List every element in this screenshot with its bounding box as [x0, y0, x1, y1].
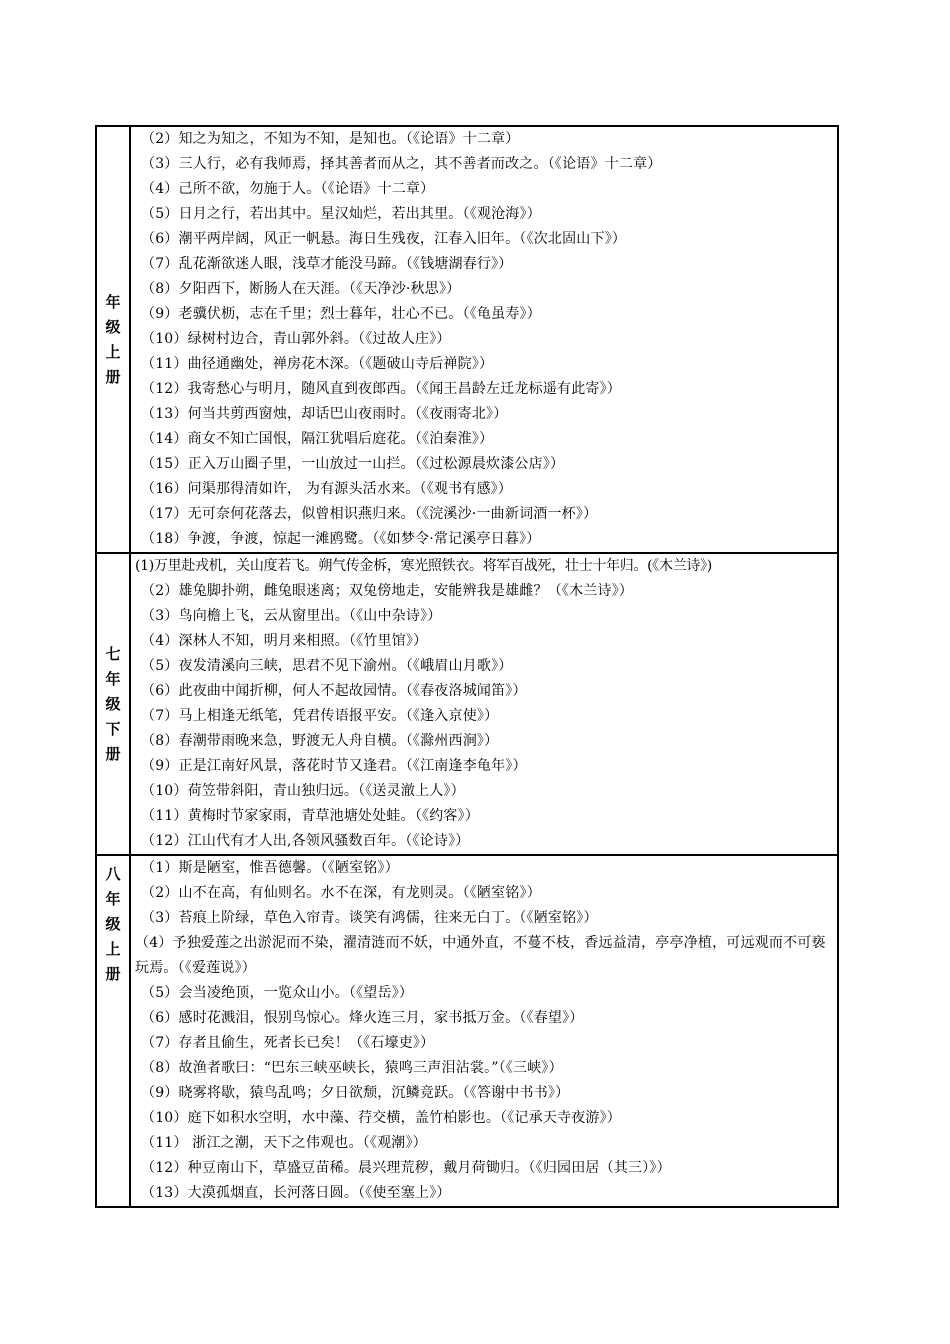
poem-line: （13）大漠孤烟直，长河落日圆。（《使至塞上》）: [141, 1185, 451, 1201]
poem-line: （5）日月之行，若出其中。星汉灿烂，若出其里。（《观沧海》）: [141, 206, 541, 222]
poem-line: （16）问渠那得清如许， 为有源头活水来。（《观书有感》）: [141, 481, 513, 497]
poem-line: （3）苔痕上阶绿，草色入帘青。谈笑有鸿儒，往来无白丁。（《陋室铭》）: [141, 910, 598, 926]
poem-line: （12）种豆南山下，草盛豆苗稀。晨兴理荒秽，戴月荷锄归。（《归园田居（其三）》）: [141, 1160, 671, 1176]
poem-line: （4）己所不欲，勿施于人。（《论语》十二章）: [141, 181, 435, 197]
poem-line: （12）江山代有才人出,各领风骚数百年。（《论诗》）: [141, 833, 470, 849]
poem-line: （2）雄兔脚扑朔，雌兔眼迷离；双兔傍地走，安能辨我是雄雌？（《木兰诗》）: [141, 583, 634, 599]
poetry-table-sheet: [95, 125, 839, 1208]
section-label-cell: [96, 553, 130, 855]
section-label-cell: [96, 855, 130, 1207]
poem-line: （1）斯是陋室，惟吾德馨。（《陋室铭》）: [141, 860, 399, 876]
poem-line: （13）何当共剪西窗烛，却话巴山夜雨时。（《夜雨寄北》）: [141, 406, 508, 422]
poem-line: （3）鸟向檐上飞，云从窗里出。（《山中杂诗》）: [141, 608, 442, 624]
section-content-cell: [130, 126, 838, 553]
poem-line: （9）正是江南好风景，落花时节又逢君。（《江南逢李龟年》）: [141, 758, 527, 774]
poem-line: （6）此夜曲中闻折柳，何人不起故园情。（《春夜洛城闻笛》）: [141, 683, 527, 699]
poem-line: （11）黄梅时节家家雨，青草池塘处处蛙。（《约客》）: [141, 808, 480, 824]
poem-line: （8）故渔者歌曰：“巴东三峡巫峡长，猿鸣三声泪沾裳。”（《三峡》）: [141, 1060, 563, 1076]
section-content-cell: [130, 553, 838, 855]
section-row: [96, 855, 838, 1207]
poem-line: （10）荷笠带斜阳，青山独归远。（《送灵澈上人》）: [141, 783, 465, 799]
poem-line: （8）夕阳西下，断肠人在天涯。（《天净沙·秋思》）: [141, 281, 461, 297]
poem-line: (1)万里赴戎机，关山度若飞。朔气传金柝，寒光照铁衣。将军百战死，壮士十年归。(《木兰诗》): [135, 558, 712, 574]
section-label: 年级上册: [105, 292, 121, 386]
poem-line: （3）三人行，必有我师焉，择其善者而从之，其不善者而改之。（《论语》十二章）: [141, 156, 662, 172]
poem-line: （5）会当凌绝顶，一览众山小。（《望岳》）: [141, 985, 414, 1001]
poem-line: （15）正入万山圈子里，一山放过一山拦。（《过松源晨炊漆公店》）: [141, 456, 565, 472]
poem-line: （17）无可奈何花落去，似曾相识燕归来。（《浣溪沙·一曲新词酒一杯》）: [141, 506, 598, 522]
poem-line: （4）深林人不知，明月来相照。（《竹里馆》）: [141, 633, 428, 649]
poem-line: （14）商女不知亡国恨，隔江犹唱后庭花。（《泊秦淮》）: [141, 431, 494, 447]
poem-line: （9）老骥伏枥，志在千里；烈士暮年，壮心不已。（《龟虽寿》）: [141, 306, 541, 322]
section-row: [96, 553, 838, 855]
poem-line: （8）春潮带雨晚来急，野渡无人舟自横。（《滁州西涧》）: [141, 733, 499, 749]
poem-line: （11）曲径通幽处，禅房花木深。（《题破山寺后禅院》）: [141, 356, 494, 372]
poem-line: （7）马上相逢无纸笔，凭君传语报平安。（《逢入京使》）: [141, 708, 499, 724]
poem-line: （4）予独爱莲之出淤泥而不染，濯清涟而不妖，中通外直，不蔓不枝，香远益清，亭亭净植，可远观而不可亵玩焉。（《爱莲说》）: [135, 935, 826, 976]
poem-line: （11） 浙江之潮，天下之伟观也。（《观潮》）: [141, 1135, 427, 1151]
poem-line: （10）绿树村边合，青山郭外斜。（《过故人庄》）: [141, 331, 451, 347]
section-label: 七年级下册: [105, 644, 121, 763]
section-label: 八年级上册: [105, 865, 121, 983]
poem-line: （7）乱花渐欲迷人眼，浅草才能没马蹄。（《钱塘湖春行》）: [141, 256, 513, 272]
poem-line: （9）晓雾将歇，猿鸟乱鸣；夕日欲颓，沉鳞竞跃。（《答谢中书书》）: [141, 1085, 570, 1101]
poem-line: （10）庭下如积水空明，水中藻、荇交横，盖竹柏影也。（《记承天寺夜游》）: [141, 1110, 622, 1126]
poetry-table: [95, 125, 839, 1208]
poem-line: （7）存者且偷生，死者长已矣！（《石壕吏》）: [141, 1035, 435, 1051]
poem-line: （2）知之为知之，不知为不知，是知也。（《论语》十二章）: [141, 131, 520, 147]
section-row: [96, 126, 838, 553]
poem-line: （6）潮平两岸阔，风正一帆悬。海日生残夜，江春入旧年。（《次北固山下》）: [141, 231, 627, 247]
poem-line: （5）夜发清溪向三峡，思君不见下渝州。（《峨眉山月歌》）: [141, 658, 513, 674]
poem-line: （6）感时花溅泪，恨别鸟惊心。烽火连三月，家书抵万金。（《春望》）: [141, 1010, 584, 1026]
poem-line: （18）争渡，争渡，惊起一滩鸥鹭。（《如梦令·常记溪亭日暮》）: [141, 531, 541, 547]
section-label-cell: [96, 126, 130, 553]
section-content-cell: [130, 855, 838, 1207]
poem-line: （2）山不在高，有仙则名。水不在深，有龙则灵。（《陋室铭》）: [141, 885, 541, 901]
poem-line: （12）我寄愁心与明月，随风直到夜郎西。（《闻王昌龄左迁龙标遥有此寄》）: [141, 381, 622, 397]
